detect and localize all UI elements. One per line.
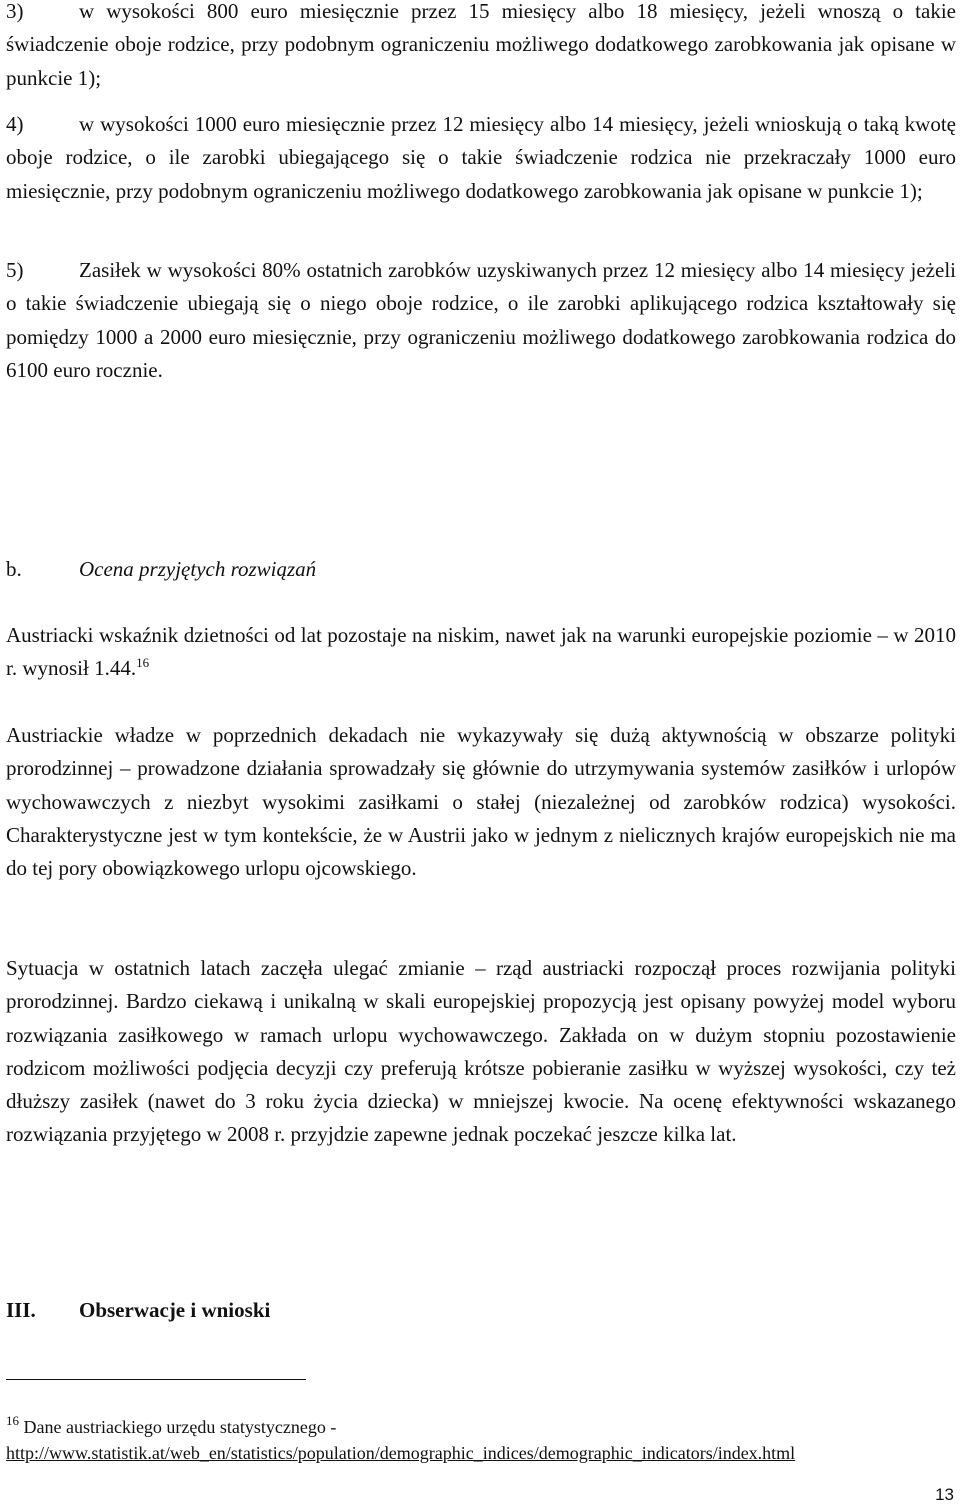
section-number: b. — [6, 557, 22, 581]
footnote-text: Dane austriackiego urzędu statystycznego - — [19, 1417, 337, 1437]
paragraph-authorities: Austriackie władze w poprzednich dekadach nie wykazywały się dużą aktywnością w obszarze polityki prorodzinnej – prowadzone działania sprowadzały się głównie do utrzymywania systemów zasiłków i urlopów wychowawczych z niezbyt wysokimi zasiłkami o stałej (niezależnej od zarobków rodzica) wysokości. Charakterystyczne jest w tym kontekście, że w Austrii jako w jednym z nielicznych krajów europejskich nie ma do tej pory obowiązkowego urlopu ojcowskiego. — [6, 723, 956, 881]
section-title: Obserwacje i wnioski — [79, 1298, 271, 1322]
list-item-text: w wysokości 1000 euro miesięcznie przez 12 miesięcy albo 14 miesięcy, jeżeli wnioskują o taką kwotę oboje rodzice, o ile zarobki ubiegającego się o takie świadczenie rodzica nie przekraczały 1000 euro miesięcznie, przy podobnym ograniczeniu możliwego dodatkowego zarobkowania jak opisane w punkcie 1); — [6, 112, 956, 203]
footnote-reference: 16 — [136, 655, 150, 671]
footnote-line — [6, 1414, 956, 1440]
section-heading-b — [6, 553, 316, 586]
list-item-number: 3) — [6, 0, 24, 23]
footnote-link[interactable]: http://www.statistik.at/web_en/statistics/population/demographic_indices/demographic_indicators/index.html — [6, 1443, 796, 1463]
list-item-5 — [6, 254, 956, 387]
footnote-number: 16 — [6, 1413, 19, 1428]
footnote — [6, 1414, 956, 1466]
list-item-4 — [6, 108, 956, 208]
list-item-number: 4) — [6, 112, 24, 136]
paragraph-fertility-rate — [6, 619, 956, 686]
section-heading-iii — [6, 1294, 270, 1327]
footnote-link-line — [6, 1440, 956, 1466]
page-number: 13 — [935, 1485, 954, 1504]
list-item-3 — [6, 0, 956, 95]
list-item-number: 5) — [6, 258, 24, 282]
list-item-text: Zasiłek w wysokości 80% ostatnich zarobków uzyskiwanych przez 12 miesięcy albo 14 miesięcy jeżeli o takie świadczenie ubiegają się o niego oboje rodzice, o ile zarobki aplikującego rodzica kształtowały się pomiędzy 1000 a 2000 euro miesięcznie, przy ograniczeniu możliwego dodatkowego zarobkowania rodzica do 6100 euro rocznie. — [6, 258, 956, 382]
list-item-text: w wysokości 800 euro miesięcznie przez 15 miesięcy albo 18 miesięcy, jeżeli wnoszą o takie świadczenie oboje rodzice, przy podobnym ograniczeniu możliwego dodatkowego zarobkowania jak opisane w punkcie 1); — [6, 0, 956, 90]
paragraph-text: Austriacki wskaźnik dzietności od lat pozostaje na niskim, nawet jak na warunki europejskie poziomie – w 2010 r. wynosił 1.44. — [6, 623, 956, 681]
footnote-separator — [6, 1379, 306, 1380]
document-page — [6, 0, 956, 1512]
section-number: III. — [6, 1298, 36, 1322]
paragraph-situation: Sytuacja w ostatnich latach zaczęła ulegać zmianie – rząd austriacki rozpoczął proces rozwijania polityki prorodzinnej. Bardzo ciekawą i unikalną w skali europejskiej propozycją jest opisany powyżej model wyboru rozwiązania zasiłkowego w ramach urlopu wychowawczego. Zakłada on w dużym stopniu pozostawienie rodzicom możliwości podjęcia decyzji czy preferują krótsze pobieranie zasiłku w wyższej wysokości, czy też dłuższy zasiłek (nawet do 3 roku życia dziecka) w mniejszej kwocie. Na ocenę efektywności wskazanego rozwiązania przyjętego w 2008 r. przyjdzie zapewne jednak poczekać jeszcze kilka lat. — [6, 956, 956, 1147]
section-title: Ocena przyjętych rozwiązań — [79, 557, 317, 581]
